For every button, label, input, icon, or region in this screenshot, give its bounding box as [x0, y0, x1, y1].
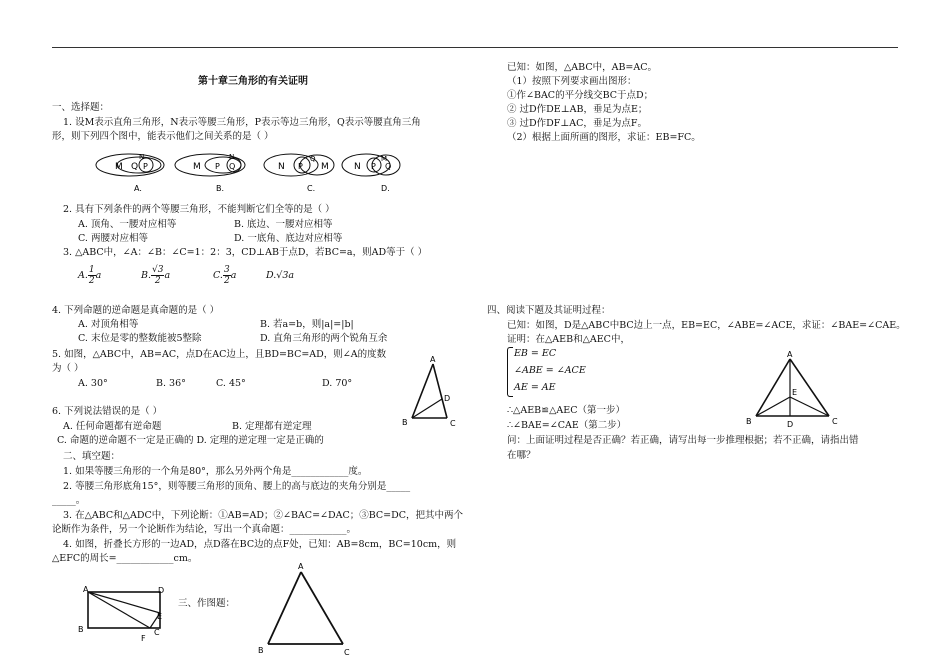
construct-part1: （1）按照下列要求画出图形：	[507, 76, 637, 87]
q1-line2: 形，则下列四个图中，能表示他们之间关系的是（ ）	[52, 131, 274, 142]
q5-label-c: C	[450, 419, 456, 428]
fill-q2-line2: _____。	[52, 495, 86, 506]
venn-option-c	[264, 154, 334, 193]
fold-rectangle-figure	[78, 585, 173, 645]
q5-label-d: D	[444, 394, 451, 403]
q3-option-c: C. $\frac{3}{2}$ a	[213, 265, 237, 286]
section-4-heading: 四、阅读下题及其证明过程：	[487, 305, 611, 316]
venn-c-m: M	[321, 162, 329, 172]
equation-brace	[507, 347, 513, 397]
reading-label-c: C	[832, 417, 838, 426]
section-1-heading: 一、选择题：	[52, 102, 110, 113]
venn-b-m: M	[193, 162, 201, 172]
q4-option-b: B. 若a=b，则|a|=|b|	[260, 319, 354, 330]
venn-b-n: N	[229, 153, 235, 161]
q5-label-b: B	[402, 418, 408, 427]
q5-option-b: B. 36°	[156, 378, 186, 389]
venn-c-n: N	[278, 162, 285, 172]
reading-label-d: D	[787, 420, 794, 429]
q6-option-cd: C. 命题的逆命题不一定是正确的 D. 定理的逆定理一定是正确的	[57, 435, 324, 446]
venn-b-label: B.	[216, 184, 225, 193]
reading-label-b: B	[746, 417, 752, 426]
proof-condition-3: AE = AE	[514, 382, 556, 393]
q5-label-a: A	[430, 355, 436, 364]
venn-c-label: C.	[307, 184, 316, 193]
q4-option-a: A. 对顶角相等	[78, 319, 139, 330]
fill-q3-line1: 3. 在△ABC和△ADC中，下列论断：①AB=AD；②∠BAC=∠DAC；③BC=DC，把其中两个	[63, 510, 464, 521]
venn-b-p: P	[215, 162, 220, 171]
rect-label-d: D	[158, 586, 165, 595]
venn-b-q: Q	[229, 162, 236, 171]
venn-option-a	[96, 153, 164, 193]
venn-d-q: Q	[385, 162, 392, 171]
q4-stem: 4. 下列命题的逆命题是真命题的是（ ）	[52, 305, 220, 316]
q5-line2: 为（ ）	[52, 363, 84, 374]
rect-label-e: E	[157, 612, 163, 621]
rect-label-a: A	[83, 585, 89, 594]
proof-step-2: ∴∠BAE=∠CAE（第二步）	[507, 420, 627, 431]
q6-option-b: B. 定理都有逆定理	[232, 421, 312, 432]
q2-option-a: A. 顶角、一腰对应相等	[78, 219, 177, 230]
fill-q4-line2: △EFC的周长=____________cm。	[52, 553, 198, 564]
reading-triangle-figure	[740, 350, 850, 435]
construct-part2: （2）根据上面所画的图形，求证：EB=FC。	[507, 132, 701, 143]
venn-a-p: P	[143, 162, 148, 171]
section-2-heading: 二、填空题：	[63, 451, 121, 462]
reading-proof-intro: 证明：在△AEB和△AEC中，	[507, 334, 630, 345]
fill-q4-line1: 4. 如图，折叠长方形的一边AD，点D落在BC边的点F处，已知：AB=8cm，BC=10cm，则	[63, 539, 457, 550]
construct-step3: ③ 过D作DF⊥AC，垂足为点F。	[507, 118, 648, 129]
venn-d-label: D.	[381, 184, 390, 193]
q6-option-a: A. 任何命题都有逆命题	[63, 421, 162, 432]
venn-c-q: Q	[310, 155, 316, 163]
reading-question-line1: 问：上面证明过程是否正确？若正确，请写出每一步推理根据；若不正确，请指出错	[507, 435, 859, 446]
proof-step-1: ∴△AEB≌△AEC（第一步）	[507, 405, 625, 416]
section-3-heading: 三、作图题：	[178, 598, 236, 609]
q5-option-c: C. 45°	[216, 378, 246, 389]
q3-option-d: D.√3a	[266, 270, 295, 281]
construct-step2: ② 过D作DE⊥AB，垂足为点E；	[507, 104, 648, 115]
venn-diagrams	[95, 152, 395, 194]
q3-stem: 3. △ABC中，∠A：∠B：∠C=1：2：3，CD⊥AB于点D，若BC=a，则AD等于（ ）	[63, 247, 428, 258]
reading-question-line2: 在哪？	[507, 450, 536, 461]
construct-label-b: B	[258, 646, 264, 655]
q4-option-c: C. 末位是零的整数能被5整除	[78, 333, 202, 344]
fill-q2-line1: 2. 等腰三角形底角15°，则等腰三角形的顶角、腰上的高与底边的夹角分别是_____	[63, 481, 411, 492]
q5-triangle-figure	[400, 355, 460, 430]
construct-label-c: C	[344, 648, 350, 657]
venn-d-m: M	[381, 155, 388, 163]
proof-condition-1: EB = EC	[514, 348, 557, 359]
rect-label-b: B	[78, 625, 84, 634]
q2-option-b: B. 底边、一腰对应相等	[234, 219, 333, 230]
reading-label-e: E	[792, 388, 798, 397]
rect-label-c: C	[154, 628, 160, 637]
fill-q1: 1. 如果等腰三角形的一个角是80°，那么另外两个角是____________度。	[63, 466, 368, 477]
q2-option-c: C. 两腰对应相等	[78, 233, 148, 244]
q4-option-d: D. 直角三角形的两个锐角互余	[260, 333, 388, 344]
construct-given: 已知：如图，△ABC中，AB=AC。	[507, 62, 658, 73]
q3-option-b: B. $\frac{√3}{2}$ a	[141, 265, 171, 286]
venn-a-m: M	[115, 162, 123, 172]
q2-option-d: D. 一底角、底边对应相等	[234, 233, 343, 244]
reading-given: 已知：如图，D是△ABC中BC边上一点，EB=EC，∠ABE=∠ACE，求证：∠BAE=∠CAE。	[507, 320, 906, 331]
fill-q3-line2: 论断作为条件，另一个论断作为结论，写出一个真命题：____________。	[52, 524, 357, 535]
venn-d-p: P	[371, 162, 376, 171]
venn-option-b	[175, 153, 245, 193]
q5-line1: 5. 如图，△ABC中，AB=AC，点D在AC边上，且BD=BC=AD，则∠A的度数	[52, 349, 387, 360]
reading-label-a: A	[787, 350, 793, 359]
construct-label-a: A	[298, 562, 304, 571]
venn-d-n: N	[354, 162, 361, 172]
venn-a-q: Q	[131, 162, 139, 172]
q6-stem: 6. 下列说法错误的是（ ）	[52, 406, 163, 417]
q2-stem: 2. 具有下列条件的两个等腰三角形，不能判断它们全等的是（ ）	[63, 204, 335, 215]
venn-a-n: N	[139, 153, 145, 161]
q1-line1: 1. 设M表示直角三角形，N表示等腰三角形，P表示等边三角形，Q表示等腰直角三角	[63, 117, 421, 128]
rect-label-f: F	[141, 634, 146, 643]
q3-option-a: A. $\frac{1}{2}$ a	[78, 265, 102, 286]
page-title: 第十章三角形的有关证明	[198, 76, 308, 87]
venn-c-p: P	[298, 162, 303, 171]
construction-triangle-figure	[255, 562, 355, 662]
header-rule	[52, 47, 898, 48]
q5-option-a: A. 30°	[78, 378, 108, 389]
venn-option-d	[342, 154, 400, 193]
q5-option-d: D. 70°	[322, 378, 353, 389]
construct-step1: ①作∠BAC的平分线交BC于点D；	[507, 90, 654, 101]
proof-condition-2: ∠ABE = ∠ACE	[514, 365, 586, 376]
venn-a-label: A.	[134, 184, 142, 193]
